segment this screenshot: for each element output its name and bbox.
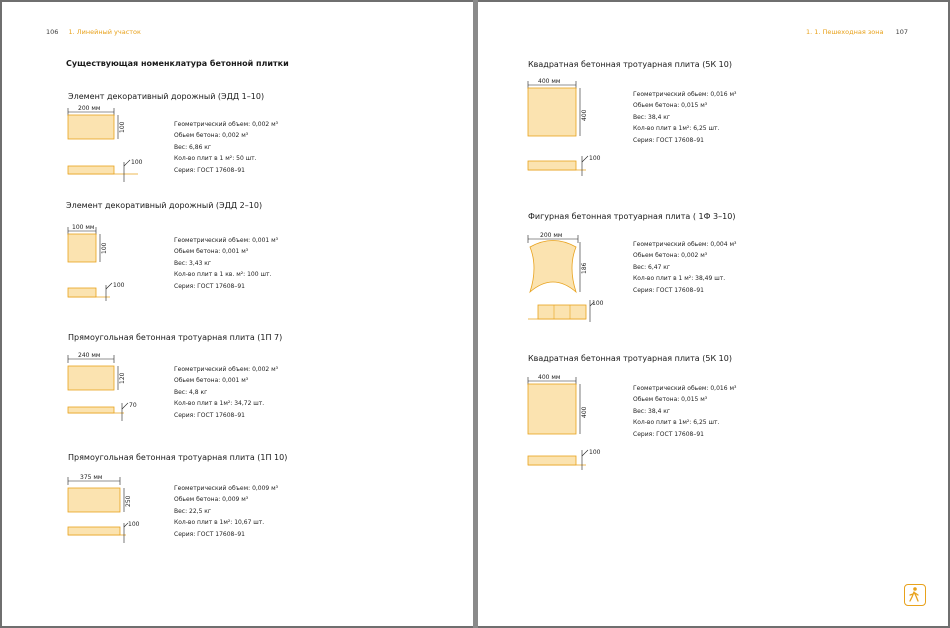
spec-geometric-volume: Геометрический объем: 0,002 м³ [174, 121, 279, 128]
tile-title: Прямоугольная бетонная тротуарная плита (1П 10) [68, 453, 288, 462]
thickness-label: 100 [113, 282, 125, 289]
height-label: 400 [581, 406, 588, 418]
spec-concrete-volume: Обьем бетона: 0,015 м³ [633, 396, 708, 404]
spec-weight: Вес: 4,8 кг [174, 388, 208, 396]
width-label: 100 мм [72, 224, 95, 231]
tile-title: Элемент декоративный дорожный (ЭДД 1–10) [68, 92, 265, 101]
tile-plan-view [68, 488, 120, 512]
left-page-header [46, 28, 141, 36]
spec-count-per-m2: Кол-во плит в 1м²: 10,67 шт. [174, 519, 265, 527]
spec-concrete-volume: Обьем бетона: 0,015 м³ [633, 102, 708, 110]
spec-concrete-volume: Обьем бетона: 0,001 м³ [174, 248, 249, 256]
tile-specs [633, 89, 736, 146]
spec-weight: Вес: 22,5 кг [174, 507, 212, 515]
right-page-header [806, 28, 908, 36]
spec-count-per-m2: Кол-во плит в 1 м²: 50 шт. [174, 155, 257, 163]
thickness-label: 100 [589, 449, 601, 456]
tile-section-view [68, 166, 114, 174]
spec-series: Серия: ГОСТ 17608–91 [174, 411, 245, 419]
tile-section-view [68, 288, 96, 297]
page-number: 106 [46, 28, 59, 36]
tile-section-view [528, 161, 576, 170]
tile-plan-view [68, 115, 114, 139]
spec-geometric-volume: Геометрический объем: 0,002 м³ [174, 366, 279, 373]
width-label: 400 мм [538, 374, 561, 381]
height-label: 100 [119, 121, 126, 133]
height-label: 186 [581, 262, 588, 274]
spec-series: Серия: ГОСТ 17608–91 [633, 430, 704, 438]
tile-title: Квадратная бетонная тротуарная плита (5К 10) [528, 354, 732, 363]
section-title: 1. 1. Пешеходная зона [805, 28, 884, 36]
thickness-label: 100 [589, 155, 601, 162]
spec-weight: Вес: 38,4 кг [633, 407, 671, 415]
left-page [2, 2, 473, 626]
tile-plan-view [68, 366, 114, 390]
spec-series: Серия: ГОСТ 17608–91 [174, 530, 245, 538]
spec-count-per-m2: Кол-во плит в 1 м²: 38,49 шт. [633, 275, 726, 283]
width-label: 240 мм [78, 352, 101, 359]
spec-series: Серия: ГОСТ 17608–91 [174, 166, 245, 174]
spec-count-per-m2: Кол-во плит в 1м²: 6,25 шт. [633, 419, 720, 427]
spec-weight: Вес: 38,4 кг [633, 113, 671, 121]
height-label: 400 [581, 109, 588, 121]
right-page [478, 2, 948, 626]
spec-weight: Вес: 6,86 кг [174, 143, 212, 151]
tile-plan-view [528, 88, 576, 136]
height-label: 120 [119, 372, 126, 384]
tile-specs [174, 119, 278, 176]
spec-geometric-volume: Геометрический обьем: 0,016 м³ [633, 91, 737, 98]
tile-title: Фигурная бетонная тротуарная плита ( 1Ф 3–10) [528, 212, 736, 221]
tile-specs [174, 364, 278, 421]
spec-geometric-volume: Геометрический обьем: 0,004 м³ [633, 241, 737, 248]
thickness-label: 70 [129, 402, 137, 409]
tile-title: Квадратная бетонная тротуарная плита (5К 10) [528, 60, 732, 69]
spec-geometric-volume: Геометрический объем: 0,009 м³ [174, 485, 279, 492]
tile-specs [174, 483, 278, 540]
spec-concrete-volume: Обьем бетона: 0,001 м³ [174, 377, 249, 385]
tile-title: Элемент декоративный дорожный (ЭДД 2–10) [66, 201, 263, 210]
spec-concrete-volume: Обьем бетона: 0,002 м³ [174, 132, 249, 140]
tile-section-view [538, 305, 586, 319]
spec-concrete-volume: Обьем бетона: 0,009 м³ [174, 496, 249, 504]
spec-count-per-m2: Кол-во плит в 1м²: 6,25 шт. [633, 125, 720, 133]
spec-count-per-m2: Кол-во плит в 1м²: 34,72 шт. [174, 400, 265, 408]
width-label: 400 мм [538, 78, 561, 85]
spec-series: Серия: ГОСТ 17608–91 [174, 282, 245, 290]
tile-specs [633, 383, 736, 440]
thickness-label: 100 [128, 521, 140, 528]
tile-specs [174, 235, 278, 292]
tile-section-view [528, 456, 576, 465]
spec-geometric-volume: Геометрический объем: 0,001 м³ [174, 237, 279, 244]
spec-geometric-volume: Геометрический обьем: 0,016 м³ [633, 385, 737, 392]
tile-plan-view [68, 234, 96, 262]
section-title: 1. Линейный участок [68, 28, 141, 36]
tile-plan-view [530, 241, 576, 293]
spec-weight: Вес: 6,47 кг [633, 263, 671, 271]
height-label: 100 [101, 242, 108, 254]
tile-specs [633, 239, 736, 296]
tile-plan-view [528, 384, 576, 434]
tile-title: Прямоугольная бетонная тротуарная плита (1П 7) [68, 333, 283, 342]
pedestrian-icon [904, 584, 926, 606]
height-label: 250 [125, 495, 132, 507]
width-label: 375 мм [80, 474, 103, 481]
spec-concrete-volume: Обьем бетона: 0,002 м³ [633, 252, 708, 260]
thickness-label: 100 [131, 159, 143, 166]
spec-weight: Вес: 3,43 кг [174, 259, 212, 267]
spec-series: Серия: ГОСТ 17608–91 [633, 136, 704, 144]
tile-section-view [68, 407, 114, 413]
spec-count-per-m2: Кол-во плит в 1 кв. м²: 100 шт. [174, 271, 272, 279]
width-label: 200 мм [540, 232, 563, 239]
page-title: Существующая номенклатура бетонной плитки [66, 59, 289, 68]
spec-series: Серия: ГОСТ 17608–91 [633, 286, 704, 294]
tile-section-view [68, 527, 120, 535]
page-number: 107 [895, 28, 908, 36]
thickness-label: 100 [592, 300, 604, 307]
width-label: 200 мм [78, 105, 101, 112]
